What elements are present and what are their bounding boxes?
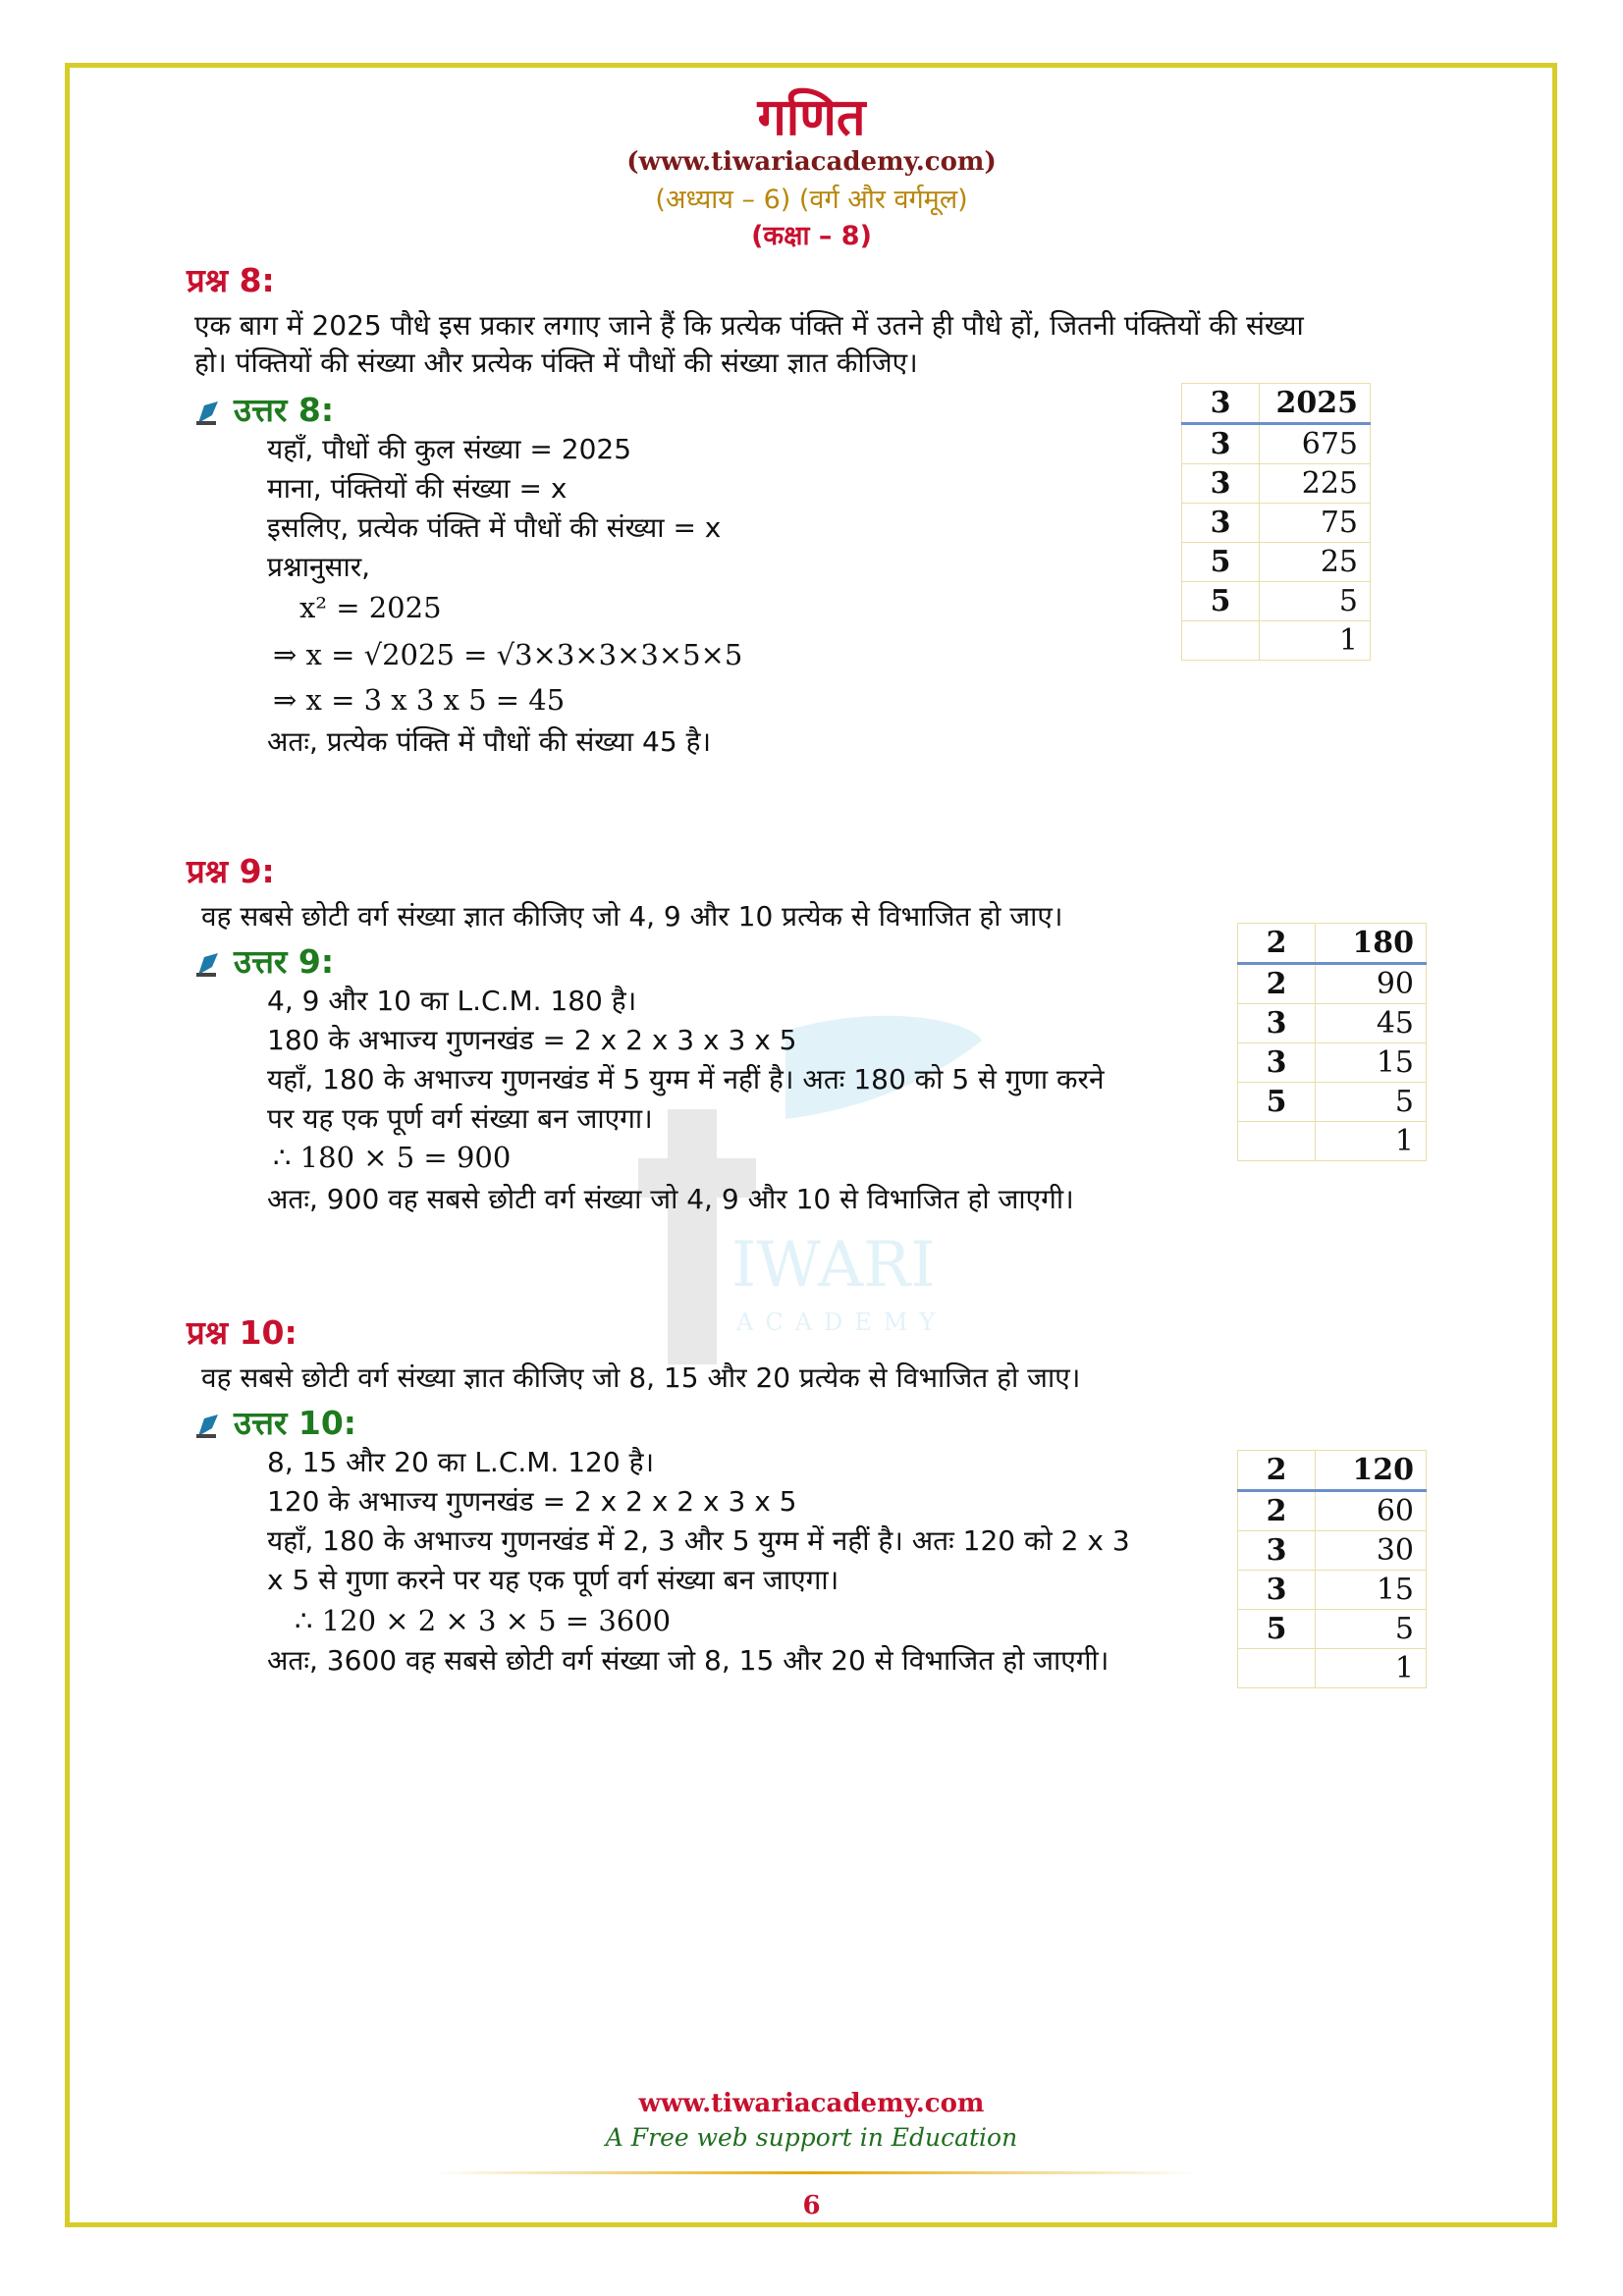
divisor: 5 [1238,1610,1316,1649]
quotient: 5 [1316,1610,1427,1649]
answer-8-line: इसलिए, प्रत्येक पंक्ति में पौधों की संख्या = x [267,511,722,544]
footer-site-link[interactable]: www.tiwariacademy.com [638,2089,985,2118]
quotient: 5 [1316,1083,1427,1122]
quotient: 2025 [1260,384,1371,424]
header-chapter: (अध्याय – 6) (वर्ग और वर्गमूल) [655,185,968,215]
answer-10-equation: ∴ 120 × 2 × 3 × 5 = 3600 [295,1604,672,1637]
question-10-label: प्रश्न 10: [187,1313,298,1352]
divisor [1238,1122,1316,1161]
divisor [1238,1649,1316,1688]
quotient: 45 [1316,1004,1427,1043]
divisor [1182,621,1260,661]
divisor: 2 [1238,964,1316,1004]
quotient: 15 [1316,1571,1427,1610]
answer-9-line: 180 के अभाज्य गुणनखंड = 2 x 2 x 3 x 3 x 5 [267,1024,797,1056]
quotient: 225 [1260,464,1371,504]
question-8-text-line2: हो। पंक्तियों की संख्या और प्रत्येक पंक्ति में पौधों की संख्या ज्ञात कीजिए। [194,347,918,379]
answer-8-conclusion: अतः, प्रत्येक पंक्ति में पौधों की संख्या 45 है। [267,725,712,758]
watermark-text: IWARI [731,1229,936,1302]
divisor: 5 [1238,1083,1316,1122]
quotient: 30 [1316,1531,1427,1571]
answer-9-line: यहाँ, 180 के अभाज्य गुणनखंड में 5 युग्म में नहीं है। अतः 180 को 5 से गुणा करने [267,1063,1105,1095]
factor-table-120 [1237,1450,1427,1688]
answer-8-line: माना, पंक्तियों की संख्या = x [267,472,568,505]
answer-9-line: पर यह एक पूर्ण वर्ग संख्या बन जाएगा। [267,1102,653,1135]
quotient: 1 [1316,1649,1427,1688]
answer-8-label [194,387,334,431]
answer-10-line: यहाँ, 180 के अभाज्य गुणनखंड में 2, 3 और 5 युग्म में नहीं है। अतः 120 को 2 x 3 [267,1524,1130,1557]
divisor: 3 [1238,1531,1316,1571]
header-class: (कक्षा – 8) [751,221,872,251]
answer-8-equation: ⇒ x = 3 x 3 x 5 = 45 [273,683,566,717]
watermark-subtext: ACADEMY [736,1308,947,1336]
answer-8-equation: x² = 2025 [299,591,442,624]
divisor: 3 [1238,1043,1316,1083]
answer-9-label [194,938,334,983]
answer-10-line: x 5 से गुणा करने पर यह एक पूर्ण वर्ग संख्या बन जाएगा। [267,1564,839,1596]
answer-8-label-text: उत्तर 8: [234,391,335,429]
quotient: 90 [1316,964,1427,1004]
divisor: 2 [1238,1491,1316,1531]
pen-icon [194,398,224,427]
answer-10-label [194,1400,356,1444]
answer-9-line: 4, 9 और 10 का L.C.M. 180 है। [267,985,637,1017]
quotient: 675 [1260,424,1371,464]
answer-9-label-text: उत्तर 9: [234,942,335,981]
page-number: 6 [802,2191,821,2220]
divisor: 2 [1238,924,1316,964]
footer-tagline: A Free web support in Education [605,2123,1018,2152]
quotient: 15 [1316,1043,1427,1083]
answer-10-label-text: उत्तर 10: [234,1404,356,1442]
answer-10-line: 120 के अभाज्य गुणनखंड = 2 x 2 x 2 x 3 x 5 [267,1485,797,1518]
question-8-label: प्रश्न 8: [187,261,275,299]
divisor: 5 [1182,582,1260,621]
question-8-text-line1: एक बाग में 2025 पौधे इस प्रकार लगाए जाने हैं कि प्रत्येक पंक्ति में उतने ही पौधे हों, जितनी पंक्तियों की संख्या [194,309,1304,342]
quotient: 1 [1260,621,1371,661]
pen-icon [194,949,224,979]
divisor: 3 [1182,424,1260,464]
divisor: 3 [1182,464,1260,504]
answer-9-equation: ∴ 180 × 5 = 900 [273,1141,512,1174]
quotient: 75 [1260,504,1371,543]
pen-icon [194,1411,224,1440]
question-10-text: वह सबसे छोटी वर्ग संख्या ज्ञात कीजिए जो 8, 15 और 20 प्रत्येक से विभाजित हो जाए। [201,1362,1081,1394]
answer-10-conclusion: अतः, 3600 वह सबसे छोटी वर्ग संख्या जो 8, 15 और 20 से विभाजित हो जाएगी। [267,1644,1109,1677]
divisor: 5 [1182,543,1260,582]
factor-table-180 [1237,923,1427,1161]
header-site: (www.tiwariacademy.com) [626,147,997,177]
divisor: 3 [1182,384,1260,424]
divisor: 3 [1182,504,1260,543]
divisor: 3 [1238,1571,1316,1610]
page-title: गणित [757,88,866,147]
question-9-label: प्रश्न 9: [187,852,275,890]
question-9-text: वह सबसे छोटी वर्ग संख्या ज्ञात कीजिए जो 4, 9 और 10 प्रत्येक से विभाजित हो जाए। [201,900,1063,933]
quotient: 5 [1260,582,1371,621]
answer-8-equation: ⇒ x = √2025 = √3×3×3×3×5×5 [273,638,743,671]
quotient: 25 [1260,543,1371,582]
divisor: 3 [1238,1004,1316,1043]
answer-10-line: 8, 15 और 20 का L.C.M. 120 है। [267,1446,655,1478]
divisor: 2 [1238,1451,1316,1491]
quotient: 180 [1316,924,1427,964]
factor-table-2025 [1181,383,1371,661]
answer-8-line: यहाँ, पौधों की कुल संख्या = 2025 [267,433,632,465]
quotient: 1 [1316,1122,1427,1161]
answer-9-conclusion: अतः, 900 वह सबसे छोटी वर्ग संख्या जो 4, 9 और 10 से विभाजित हो जाएगी। [267,1183,1074,1215]
quotient: 120 [1316,1451,1427,1491]
footer-divider [432,2171,1198,2174]
answer-8-line: प्रश्नानुसार, [267,551,371,583]
quotient: 60 [1316,1491,1427,1531]
